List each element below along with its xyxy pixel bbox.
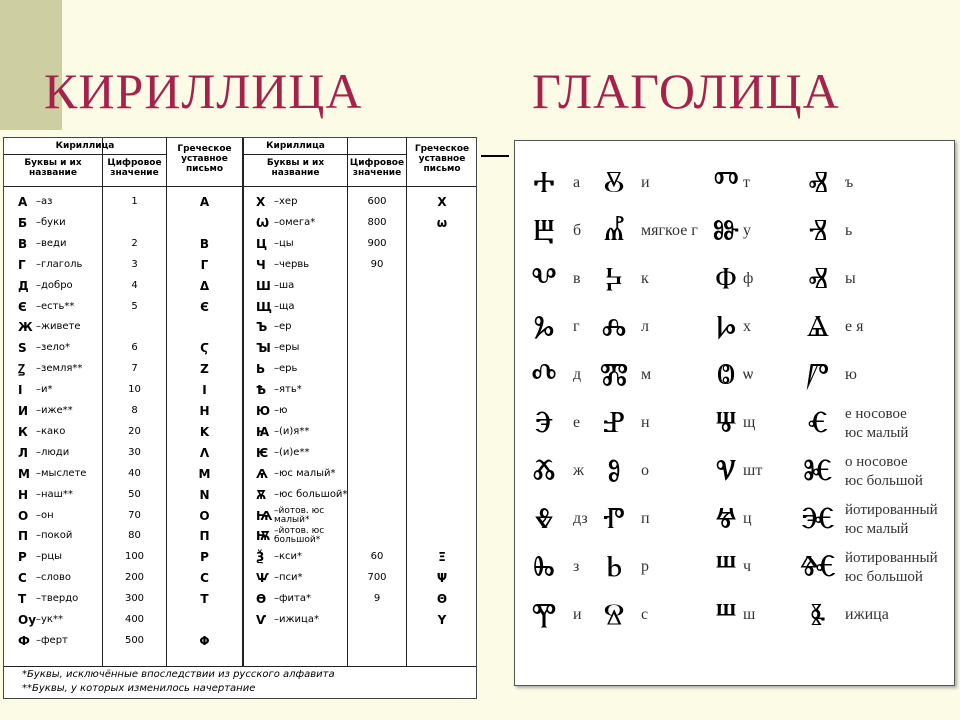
letter-name-cell: –буки: [36, 216, 66, 228]
letter-cell: Ч: [256, 257, 266, 272]
letter-name-cell: –цы: [274, 237, 294, 249]
greek-cell: ω: [436, 215, 448, 230]
glagolitic-glyph: Ⰱ: [533, 213, 555, 248]
table-row: [4, 610, 474, 631]
letter-cell: Х: [256, 195, 266, 209]
glagolitic-glyph: Ⱀ: [602, 405, 626, 440]
glagolitic-letter-name: а: [573, 174, 581, 191]
numeric-cell: 2: [131, 237, 138, 249]
glagolitic-letter-name: ж: [573, 462, 585, 479]
letter-name-cell: –ща: [274, 300, 295, 312]
table-row: [4, 255, 474, 276]
greek-cell: Δ: [199, 278, 210, 293]
table-row: [4, 192, 474, 213]
letter-name-cell: –земля**: [36, 363, 83, 375]
glagolitic-letter-name: е носовое юс малый: [845, 406, 909, 441]
glagolitic-glyph: Ⱃ: [605, 549, 623, 584]
glagolitic-glyph: Ⰰ: [533, 165, 555, 200]
glagolitic-letter-name: о носовое юс большой: [845, 454, 923, 489]
glagolitic-letter-name: и: [573, 606, 582, 623]
glagolitic-glyph: Ⰹ: [531, 597, 557, 632]
table-divider: [243, 154, 407, 155]
greek-cell: Ζ: [200, 362, 209, 377]
glagolitic-letter-name: н: [641, 414, 650, 431]
table-row: [4, 297, 474, 318]
glagolitic-glyph: Ⱋ: [715, 405, 737, 440]
table-row: [4, 526, 474, 547]
letter-name-cell: –(и)я**: [274, 425, 310, 437]
letter-name-cell: –веди: [36, 237, 67, 249]
letter-cell: А: [18, 195, 28, 209]
letter-name-cell: –он: [36, 509, 54, 521]
glagolitic-glyph: Ⰴ: [531, 357, 557, 392]
numeric-cell: 400: [124, 614, 145, 625]
glagolitic-glyph: Ⱇ: [715, 261, 737, 296]
letter-name-cell: –хер: [274, 196, 298, 207]
letter-cell: Ѳ: [256, 592, 267, 607]
letter-cell: Ъ: [256, 320, 268, 335]
letter-cell: Є: [18, 299, 27, 314]
header-numeric: Цифровое значение: [349, 158, 405, 178]
glagolitic-letter-name: о: [641, 462, 649, 479]
letter-cell: Т: [18, 592, 27, 607]
letter-cell: Д: [18, 278, 29, 293]
letter-cell: Ф: [18, 633, 30, 648]
numeric-cell: 800: [367, 216, 387, 228]
glagolitic-glyph: Ⱑ: [806, 309, 830, 344]
table-row: [4, 568, 474, 589]
glagolitic-letter-name: х: [743, 318, 751, 335]
glagolitic-glyph: Ⰲ: [531, 261, 557, 296]
table-row: [4, 359, 474, 380]
letter-name-cell: –(и)е**: [274, 446, 310, 458]
glagolitic-letter-name: и: [641, 174, 650, 191]
glagolitic-glyph: Ⰷ: [534, 501, 554, 536]
greek-cell: Κ: [199, 424, 210, 439]
letter-name-cell: –есть**: [36, 300, 75, 312]
letter-name-cell: –омега*: [274, 216, 316, 228]
greek-cell: Β: [199, 236, 210, 251]
glagolitic-letter-name: шт: [743, 462, 763, 479]
glagolitic-glyph: Ⰻ: [603, 165, 625, 200]
letter-cell: І: [18, 383, 23, 398]
letter-cell: Ѵ: [256, 613, 267, 627]
letter-cell: Г: [18, 257, 26, 272]
letter-name-cell: –юс большой*: [274, 488, 348, 500]
glagolitic-letter-name: к: [641, 270, 649, 287]
table-row: [4, 547, 474, 568]
glagolitic-glyph: Ⱅ: [713, 165, 739, 200]
greek-cell: Є: [200, 299, 209, 314]
glagolitic-glyph: Ⱓ: [806, 357, 830, 392]
letter-cell: Ж: [18, 320, 33, 335]
glagolitic-glyph: Ⱁ: [606, 453, 622, 488]
glagolitic-glyph: Ⱈ: [715, 309, 737, 344]
numeric-cell: 70: [128, 509, 141, 521]
letter-name-cell: –ферт: [36, 634, 68, 646]
footnote: *Буквы, исключённые впоследствии из русского алфавита: [22, 669, 335, 680]
letter-cell: Н: [18, 487, 29, 502]
greek-cell: Ψ: [436, 571, 448, 586]
glagolitic-letter-name: мягкое г: [641, 222, 698, 239]
glagolitic-letter-name: дз: [573, 510, 588, 527]
letter-cell: Л: [18, 445, 28, 460]
numeric-cell: 9: [373, 593, 381, 605]
glagolitic-letter-name: е я: [845, 318, 864, 335]
letter-cell: Б: [18, 215, 28, 230]
greek-cell: Μ: [198, 466, 211, 481]
header-greek: Греческое уставное письмо: [177, 144, 232, 174]
glagolitic-glyph: Ⱎ: [715, 597, 737, 632]
letter-cell: Ѥ: [256, 445, 269, 460]
letter-cell: О: [18, 508, 29, 523]
letter-name-cell: –ук**: [36, 614, 63, 625]
glagolitic-letter-name: л: [641, 318, 649, 335]
glagolitic-glyph: Ⰶ: [532, 453, 556, 488]
letter-cell: Ю: [256, 404, 271, 418]
letter-name-cell: –люди: [36, 446, 70, 458]
greek-cell: Ϛ: [200, 341, 209, 356]
numeric-cell: 4: [131, 279, 138, 291]
glagolitic-glyph: Ⱄ: [603, 597, 625, 632]
letter-name-cell: –йотов. юс большой*: [274, 526, 325, 546]
greek-cell: Λ: [199, 445, 210, 460]
glagolitic-letter-name: д: [573, 366, 582, 383]
table-row: [4, 213, 474, 234]
greek-cell: Τ: [200, 592, 209, 607]
numeric-cell: 7: [131, 363, 138, 375]
glagolitic-table: [514, 140, 955, 686]
letter-name-cell: –зело*: [36, 342, 70, 354]
letter-name-cell: –червь: [274, 258, 310, 270]
glagolitic-glyph: Ⱔ: [807, 405, 829, 440]
cyrillic-table: [3, 137, 477, 699]
glagolitic-letter-name: йотированный юс малый: [845, 502, 938, 537]
header-letters: Буквы и их название: [24, 158, 82, 178]
letter-name-cell: –аз: [36, 196, 53, 207]
letter-name-cell: –добро: [36, 279, 73, 291]
numeric-cell: 200: [124, 572, 145, 584]
numeric-cell: 30: [128, 446, 141, 458]
greek-cell: Ξ: [438, 550, 446, 565]
table-row: [4, 422, 474, 443]
table-row: [4, 234, 474, 255]
numeric-cell: 1: [131, 196, 138, 207]
table-row: [4, 506, 474, 527]
numeric-cell: 80: [128, 530, 141, 542]
letter-cell: Ѫ: [256, 487, 267, 502]
glagolitic-glyph: Ⰳ: [533, 309, 555, 344]
letter-name-cell: –и*: [36, 384, 53, 396]
greek-cell: Ρ: [200, 550, 209, 565]
header-letters: Буквы и их название: [266, 158, 325, 178]
greek-cell: Γ: [200, 257, 209, 272]
glagolitic-letter-name: у: [743, 222, 751, 239]
glagolitic-glyph: Ⱆ: [712, 213, 740, 248]
letter-name-cell: –ша: [274, 279, 295, 291]
letter-name-cell: –твердо: [36, 593, 79, 605]
glagolitic-letter-name: ижица: [845, 606, 889, 623]
glagolitic-glyph: Ⱏ: [808, 165, 828, 200]
letter-name-cell: –ять*: [274, 384, 302, 396]
greek-cell: Υ: [437, 613, 447, 627]
numeric-cell: 700: [367, 572, 387, 584]
glagolitic-letter-name: т: [743, 174, 750, 191]
glagolitic-glyph: Ⰼ: [603, 213, 625, 248]
glagolitic-glyph: Ⱘ: [803, 453, 833, 488]
header-group: Кириллица: [266, 141, 325, 151]
glagolitic-glyph: Ⰵ: [534, 405, 554, 440]
numeric-cell: 500: [124, 634, 145, 646]
glagolitic-letter-name: йотированный юс большой: [845, 550, 938, 585]
numeric-cell: 40: [128, 467, 141, 479]
glagolitic-glyph: Ⱌ: [715, 453, 737, 488]
numeric-cell: 600: [367, 196, 387, 207]
letter-name-cell: –наш**: [36, 488, 73, 500]
greek-cell: Ν: [199, 487, 210, 502]
glagolitic-letter-name: п: [641, 510, 650, 527]
letter-cell: Ц: [256, 236, 268, 251]
table-divider: [4, 154, 166, 155]
glagolitic-glyph: Ⰿ: [599, 357, 629, 392]
glagolitic-letter-name: в: [573, 270, 581, 287]
title-cyrillic: КИРИЛЛИЦА: [44, 63, 363, 119]
glagolitic-letter-name: ф: [743, 270, 754, 287]
numeric-cell: 50: [128, 488, 141, 500]
glagolitic-letter-name: ь: [845, 222, 853, 239]
numeric-cell: 8: [131, 405, 138, 416]
glagolitic-letter-name: с: [641, 606, 649, 623]
table-row: [4, 338, 474, 359]
table-row: [4, 443, 474, 464]
letter-cell: Ꙁ: [18, 362, 25, 377]
numeric-cell: 10: [128, 384, 141, 396]
letter-cell: Ѩ: [256, 508, 273, 523]
decorative-line: [481, 155, 509, 157]
glagolitic-letter-name: р: [641, 558, 649, 575]
glagolitic-letter-name: ц: [743, 510, 752, 527]
glagolitic-letter-name: щ: [743, 414, 756, 431]
glagolitic-letter-name: б: [573, 222, 582, 239]
numeric-cell: 3: [131, 258, 138, 270]
letter-name-cell: –кси*: [274, 551, 303, 563]
letter-name-cell: –глаголь: [36, 258, 83, 270]
table-row: [4, 380, 474, 401]
letter-name-cell: –иже**: [36, 405, 73, 416]
letter-name-cell: –фита*: [274, 593, 312, 605]
letter-cell: П: [18, 529, 29, 544]
table-row: [4, 401, 474, 422]
glagolitic-glyph: Ⱗ: [800, 501, 836, 536]
letter-cell: В: [18, 236, 28, 251]
glagolitic-letter-name: г: [573, 318, 580, 335]
glagolitic-glyph: Ⱙ: [799, 549, 837, 584]
glagolitic-glyph: Ⰾ: [601, 309, 627, 344]
letter-cell: И: [18, 404, 29, 418]
header-numeric: Цифровое значение: [107, 158, 162, 178]
glagolitic-letter-name: ч: [743, 558, 752, 575]
numeric-cell: 90: [370, 258, 384, 270]
glagolitic-letter-name: ъ: [845, 174, 854, 191]
letter-cell: Ш: [256, 278, 271, 293]
letter-name-cell: –ер: [274, 321, 292, 333]
table-row: [4, 589, 474, 610]
letter-cell: Р: [18, 550, 27, 565]
title-glagolitic: ГЛАГОЛИЦА: [532, 63, 840, 119]
glagolitic-letter-name: е: [573, 414, 581, 431]
table-row: [4, 276, 474, 297]
glagolitic-glyph: Ⱉ: [716, 357, 736, 392]
letter-cell: Ѡ: [256, 215, 270, 230]
greek-cell: Η: [199, 404, 210, 418]
greek-cell: Χ: [437, 195, 447, 209]
greek-cell: Θ: [436, 592, 448, 607]
letter-cell: Оу: [18, 613, 37, 627]
letter-name-cell: –ижица*: [274, 614, 319, 625]
glagolitic-letter-name: ы: [845, 270, 856, 287]
numeric-cell: 5: [131, 300, 138, 312]
table-row: [4, 317, 474, 338]
greek-cell: Π: [199, 529, 210, 544]
letter-cell: Ѕ: [18, 341, 27, 356]
letter-name-cell: –мыслете: [36, 467, 87, 479]
letter-cell: К: [18, 424, 28, 439]
table-row: [4, 464, 474, 485]
letter-cell: Ѭ: [256, 529, 271, 544]
numeric-cell: 20: [128, 425, 141, 437]
letter-name-cell: –пси*: [274, 572, 303, 584]
letter-name-cell: –ерь: [274, 363, 298, 375]
glagolitic-glyph: Ⱏ: [808, 261, 828, 296]
letter-name-cell: –еры: [274, 342, 300, 354]
numeric-cell: 6: [131, 342, 138, 354]
greek-cell: Α: [199, 195, 210, 209]
glagolitic-glyph: Ⰸ: [533, 549, 555, 584]
letter-name-cell: –рцы: [36, 551, 63, 563]
letter-name-cell: –како: [36, 425, 66, 437]
letter-name-cell: –живете: [36, 321, 81, 333]
glagolitic-glyph: Ⱎ: [715, 549, 737, 584]
glagolitic-letter-name: м: [641, 366, 652, 383]
table-divider: [4, 186, 476, 187]
letter-cell: Щ: [256, 299, 272, 314]
letter-name-cell: –йотов. юс малый*: [274, 505, 325, 525]
letter-cell: М: [18, 466, 30, 481]
glagolitic-letter-name: ѡ: [743, 366, 754, 383]
letter-name-cell: –ю: [274, 405, 288, 416]
greek-cell: Ι: [202, 383, 207, 398]
glagolitic-letter-name: ш: [743, 606, 756, 623]
letter-cell: Ѧ: [256, 466, 268, 481]
glagolitic-glyph: Ⱍ: [714, 501, 738, 536]
greek-cell: С: [200, 571, 209, 586]
footnote: **Буквы, у которых изменилось начертание: [22, 683, 256, 694]
table-row: [4, 485, 474, 506]
greek-cell: Ο: [199, 508, 210, 523]
header-greek: Греческое уставное письмо: [414, 144, 470, 174]
letter-cell: Ꙑ: [256, 341, 271, 356]
glagolitic-glyph: Ⰽ: [605, 261, 623, 296]
letter-cell: Ꙗ: [256, 424, 270, 439]
glagolitic-glyph: Ⱛ: [810, 597, 826, 632]
glagolitic-letter-name: ю: [845, 366, 857, 383]
letter-cell: Ѣ: [256, 383, 267, 398]
numeric-cell: 900: [367, 237, 387, 249]
numeric-cell: 300: [124, 593, 145, 605]
letter-cell: Ѱ: [256, 571, 269, 586]
letter-cell: Ь: [256, 362, 266, 377]
numeric-cell: 60: [370, 551, 384, 563]
numeric-cell: 100: [124, 551, 145, 563]
glagolitic-letter-name: з: [573, 558, 580, 575]
glagolitic-glyph: Ⱂ: [602, 501, 626, 536]
glagolitic-glyph: Ⱐ: [808, 213, 828, 248]
table-row: [4, 631, 474, 652]
letter-name-cell: –юс малый*: [274, 467, 336, 479]
letter-cell: Ѯ: [256, 550, 265, 565]
letter-cell: С: [18, 571, 27, 586]
letter-name-cell: –слово: [36, 572, 72, 584]
greek-cell: Φ: [199, 633, 210, 648]
header-group: Кириллица: [55, 141, 115, 151]
letter-name-cell: –покой: [36, 530, 73, 542]
table-divider: [4, 666, 476, 667]
